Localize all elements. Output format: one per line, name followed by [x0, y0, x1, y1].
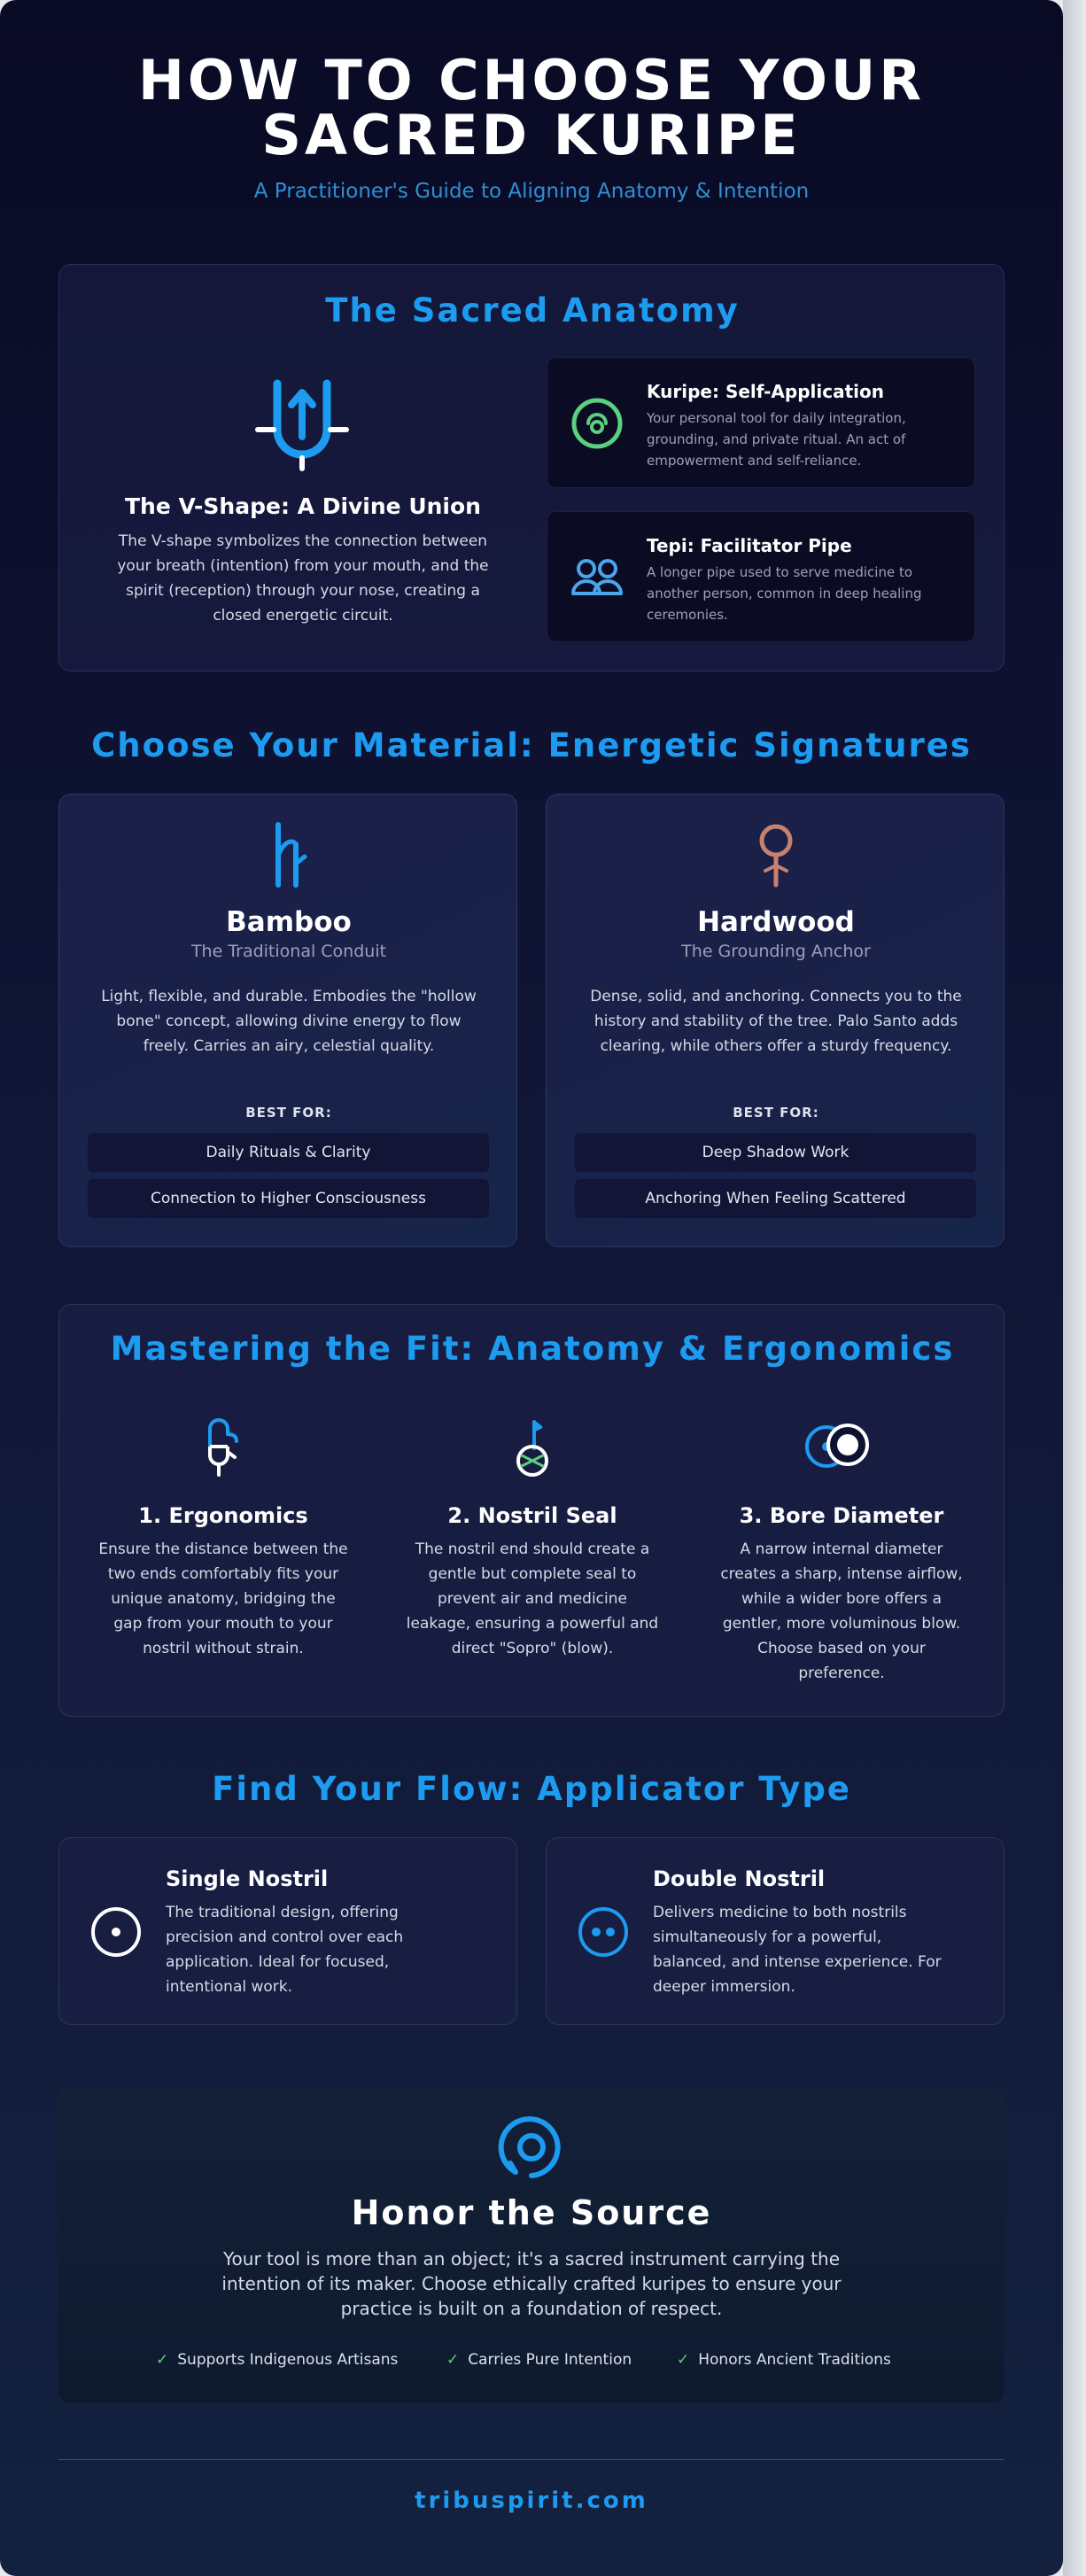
- bore-diameter-title: 3. Bore Diameter: [739, 1503, 944, 1528]
- bore-diameter-text-line: gentler, more voluminous blow.: [722, 1615, 961, 1633]
- ergonomics-text-line: nostril without strain.: [143, 1640, 304, 1657]
- single-nostril-text: [166, 1900, 502, 1999]
- kuripe-text-line: empowerment and self-reliance.: [647, 453, 862, 469]
- bamboo-text-line: freely. Carries an airy, celestial quality.: [143, 1037, 435, 1055]
- bamboo-icon: [262, 821, 315, 888]
- bamboo-tagline: The Traditional Conduit: [190, 942, 387, 961]
- bore-diameter-text-line: Choose based on your: [757, 1640, 926, 1657]
- double-nostril-text: [653, 1900, 989, 1999]
- nostril-seal-text-line: The nostril end should create a: [415, 1540, 650, 1558]
- footer-site-link[interactable]: tribuspirit.com: [415, 2487, 648, 2514]
- page-title-line1: HOW TO CHOOSE YOUR: [137, 48, 926, 113]
- bore-diameter-icon: [802, 1418, 873, 1473]
- nostril-seal-icon: [511, 1416, 554, 1478]
- two-people-icon: [570, 558, 624, 597]
- honor-check-item: [446, 2351, 632, 2369]
- nostril-seal-title: 2. Nostril Seal: [447, 1503, 617, 1528]
- footer-divider: [58, 2459, 1005, 2460]
- kuripe-text-line: Your personal tool for daily integration,: [647, 410, 906, 426]
- page-shadow: [1063, 0, 1086, 2576]
- v-shape-arrow-icon: [252, 375, 352, 474]
- double-nostril-card: [546, 1837, 1005, 2025]
- ergonomics-title: 1. Ergonomics: [138, 1503, 308, 1528]
- ergonomics-text-line: two ends comfortably fits your: [107, 1565, 339, 1583]
- ergonomics-text: [77, 1537, 369, 1661]
- tepi-card-title: Tepi: Facilitator Pipe: [647, 535, 852, 556]
- kuripe-text-line: grounding, and private ritual. An act of: [647, 431, 906, 447]
- bamboo-best-for-item: Connection to Higher Consciousness: [88, 1179, 489, 1218]
- v-shape-title: The V-Shape: A Divine Union: [125, 493, 481, 519]
- double-nostril-text-line: simultaneously for a powerful,: [653, 1928, 882, 1946]
- bamboo-best-for-label: BEST FOR:: [245, 1105, 332, 1121]
- bore-diameter-text-line: creates a sharp, intense airflow,: [720, 1565, 963, 1583]
- tepi-text-line: A longer pipe used to serve medicine to: [647, 564, 913, 580]
- double-nostril-text-line: balanced, and intense experience. For: [653, 1953, 942, 1971]
- honor-check-label: Supports Indigenous Artisans: [177, 2351, 399, 2369]
- materials-title: Choose Your Material: Energetic Signatures: [91, 726, 972, 764]
- tepi-text-line: another person, common in deep healing: [647, 586, 922, 601]
- honor-check-item: [156, 2351, 398, 2369]
- honor-text-line: Your tool is more than an object; it's a sacred instrument carrying the: [222, 2248, 841, 2270]
- bore-diameter-text-line: A narrow internal diameter: [740, 1540, 943, 1558]
- honor-check-label: Honors Ancient Traditions: [698, 2351, 891, 2369]
- single-nostril-text-line: intentional work.: [166, 1978, 293, 1996]
- hardwood-text: [564, 984, 988, 1059]
- bamboo-card: [58, 794, 517, 1247]
- check-icon: ✓: [156, 2351, 169, 2369]
- v-shape-text-line: spirit (reception) through your nose, creating a: [126, 582, 480, 600]
- honor-check-item: [677, 2351, 891, 2369]
- bore-diameter-text-line: preference.: [798, 1664, 885, 1682]
- v-shape-text: [95, 529, 511, 628]
- double-dot-icon: [577, 1905, 630, 1959]
- honor-text-line: practice is built on a foundation of respect.: [340, 2298, 723, 2319]
- hardwood-card: [546, 794, 1005, 1247]
- bamboo-best-for-item: Daily Rituals & Clarity: [88, 1133, 489, 1172]
- tree-icon: [751, 821, 801, 888]
- nostril-seal-text-line: prevent air and medicine: [438, 1590, 627, 1608]
- hardwood-best-for-label: BEST FOR:: [733, 1105, 819, 1121]
- honor-title: Honor the Source: [351, 2193, 712, 2232]
- fit-panel: [58, 1304, 1005, 1717]
- page-title: [0, 48, 1063, 167]
- hardwood-best-for-item: Anchoring When Feeling Scattered: [575, 1179, 976, 1218]
- hardwood-text-line: history and stability of the tree. Palo Santo adds: [593, 1013, 958, 1030]
- single-nostril-text-line: The traditional design, offering: [166, 1904, 399, 1921]
- single-nostril-title: Single Nostril: [166, 1866, 329, 1891]
- page-subtitle: A Practitioner's Guide to Aligning Anatomy & Intention: [253, 180, 810, 203]
- honor-check-label: Carries Pure Intention: [468, 2351, 632, 2369]
- ergonomics-text-line: gap from your mouth to your: [113, 1615, 333, 1633]
- nostril-seal-text-line: leakage, ensuring a powerful and: [406, 1615, 659, 1633]
- hardwood-best-for-item: Deep Shadow Work: [575, 1133, 976, 1172]
- tepi-card: [547, 511, 975, 642]
- ergonomics-text-line: unique anatomy, bridging the: [111, 1590, 336, 1608]
- hardwood-tagline: The Grounding Anchor: [681, 942, 871, 961]
- flow-title: Find Your Flow: Applicator Type: [212, 1770, 851, 1808]
- double-nostril-text-line: deeper immersion.: [653, 1978, 795, 1996]
- kuripe-card: [547, 357, 975, 488]
- ergonomics-text-line: Ensure the distance between the: [98, 1540, 348, 1558]
- single-nostril-text-line: application. Ideal for focused,: [166, 1953, 390, 1971]
- spiral-source-icon: [498, 2114, 565, 2181]
- honor-text-line: intention of its maker. Choose ethically crafted kuripes to ensure your: [221, 2273, 842, 2294]
- bore-diameter-text-line: while a wider bore offers a: [741, 1590, 942, 1608]
- anatomy-title: The Sacred Anatomy: [325, 291, 740, 330]
- kuripe-card-title: Kuripe: Self-Application: [647, 381, 884, 402]
- honor-text: [133, 2246, 930, 2321]
- kuripe-card-text: [647, 407, 966, 471]
- tepi-text-line: ceremonies.: [647, 607, 728, 623]
- check-icon: ✓: [446, 2351, 460, 2369]
- anatomy-panel: [58, 264, 1005, 671]
- bamboo-name: Bamboo: [226, 906, 352, 938]
- single-dot-icon: [89, 1905, 143, 1959]
- self-circle-icon: [570, 397, 624, 450]
- ergonomic-pipe-icon: [201, 1416, 244, 1478]
- page-title-line2: SACRED KURIPE: [261, 103, 802, 167]
- hardwood-text-line: clearing, while others offer a sturdy frequency.: [600, 1037, 952, 1055]
- bamboo-text-line: Light, flexible, and durable. Embodies the "hollow: [101, 988, 477, 1005]
- nostril-seal-text: [386, 1537, 679, 1661]
- v-shape-text-line: The V-shape symbolizes the connection between: [118, 532, 488, 550]
- double-nostril-title: Double Nostril: [653, 1866, 826, 1891]
- v-shape-text-line: your breath (intention) from your mouth, and the: [117, 557, 489, 575]
- check-icon: ✓: [677, 2351, 690, 2369]
- v-shape-text-line: closed energetic circuit.: [213, 607, 393, 625]
- tepi-card-text: [647, 562, 966, 625]
- nostril-seal-text-line: direct "Sopro" (blow).: [451, 1640, 614, 1657]
- fit-title: Mastering the Fit: Anatomy & Ergonomics: [110, 1330, 955, 1368]
- single-nostril-card: [58, 1837, 517, 2025]
- double-nostril-text-line: Delivers medicine to both nostrils: [653, 1904, 907, 1921]
- bamboo-text: [77, 984, 500, 1059]
- hardwood-text-line: Dense, solid, and anchoring. Connects you to the: [590, 988, 962, 1005]
- hardwood-name: Hardwood: [697, 906, 855, 938]
- single-nostril-text-line: precision and control over each: [166, 1928, 404, 1946]
- bore-diameter-text: [695, 1537, 988, 1686]
- bamboo-text-line: bone" concept, allowing divine energy to flow: [116, 1013, 462, 1030]
- nostril-seal-text-line: gentle but complete seal to: [428, 1565, 637, 1583]
